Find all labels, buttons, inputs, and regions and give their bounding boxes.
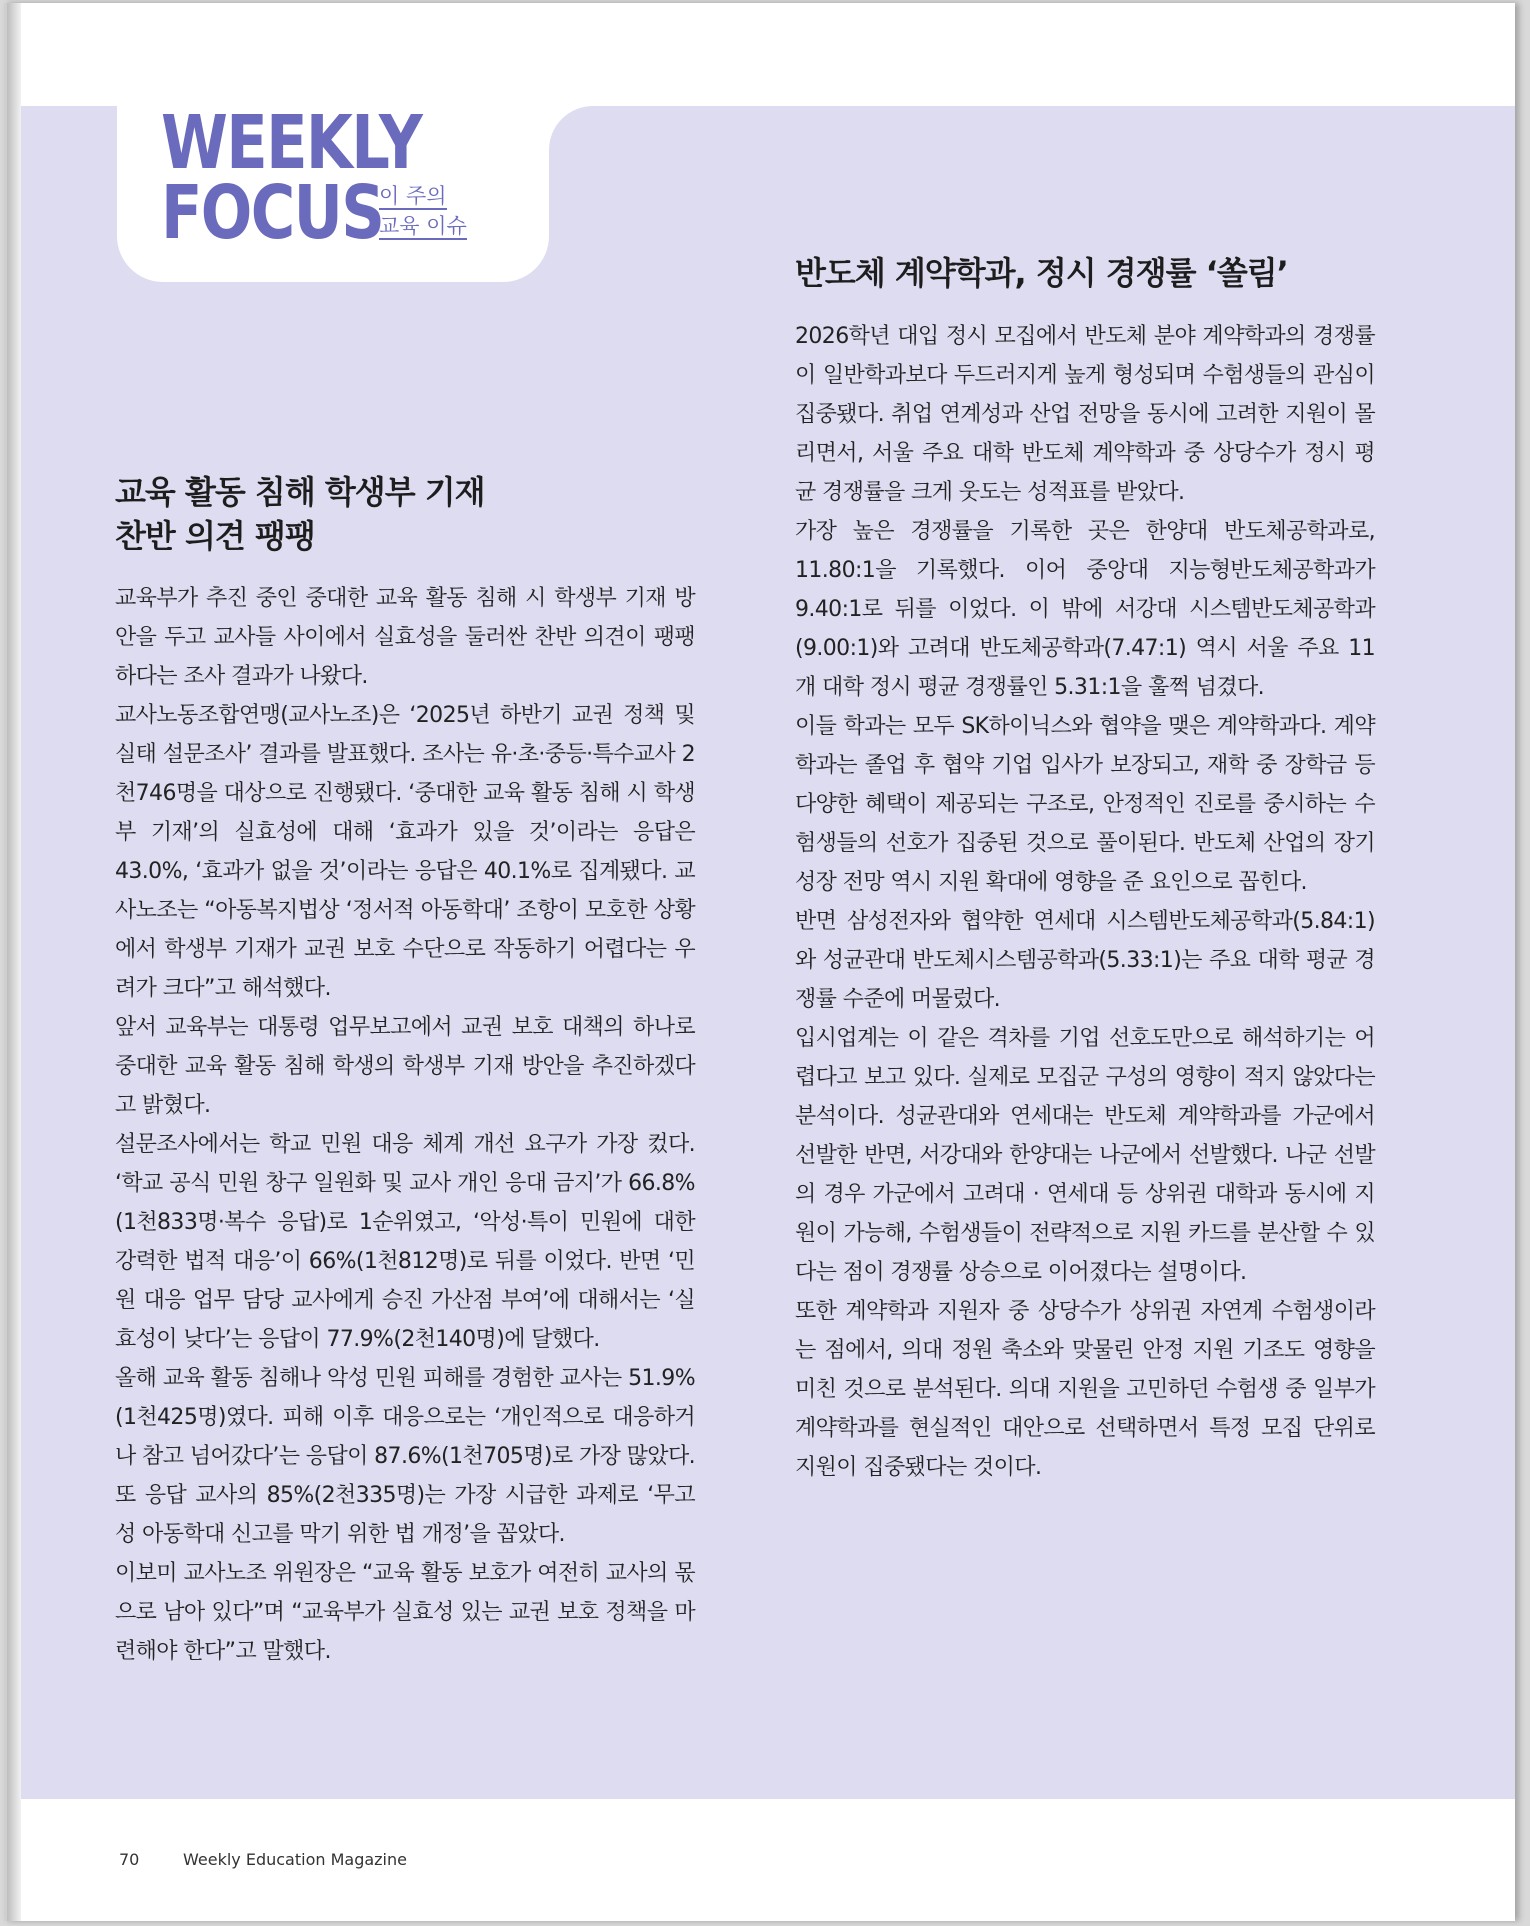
magazine-page [4, 3, 1515, 1921]
weekly-focus-banner [117, 100, 549, 282]
left-paragraph: 교사노동조합연맹(교사노조)은 ‘2025년 하반기 교권 정책 및 실태 설문조사’ 결과를 발표했다. 조사는 유·초·중등·특수교사 2천746명을 대상으로 진행됐다. ‘중대한 교육 활동 침해 시 학생부 기재’의 실효성에 대해 ‘효과가 있을 것’이라는 응답은 43.0%, ‘효과가 없을 것’이라는 응답은 40.1%로 집계됐다. 교사노조는 “아동복지법상 ‘정서적 아동학대’ 조항이 모호한 상황에서 학생부 기재가 교권 보호 수단으로 작동하기 어렵다는 우려가 크다”고 해석했다. [115, 703, 695, 1001]
right-paragraph: 반면 삼성전자와 협약한 연세대 시스템반도체공학과(5.84:1)와 성균관대 반도체시스템공학과(5.33:1)는 주요 대학 평균 경쟁률 수준에 머물렀다. [795, 909, 1375, 1012]
left-paragraph: 앞서 교육부는 대통령 업무보고에서 교권 보호 대책의 하나로 중대한 교육 활동 침해 학생의 학생부 기재 방안을 추진하겠다고 밝혔다. [115, 1015, 695, 1118]
logo-focus: FOCUS [161, 170, 384, 256]
left-headline-line2: 찬반 의견 팽팽 [115, 517, 315, 555]
banner-corner-curve [549, 106, 593, 150]
left-paragraph: 설문조사에서는 학교 민원 대응 체계 개선 요구가 가장 컸다. ‘학교 공식 민원 창구 일원화 및 교사 개인 응대 금지’가 66.8%(1천833명·복수 응답)로 1순위였고, ‘악성·특이 민원에 대한 강력한 법적 대응’이 66%(1천812명)로 뒤를 이었다. 반면 ‘민원 대응 업무 담당 교사에게 승진 가산점 부여’에 대해서는 ‘실효성이 낮다’는 응답이 77.9%(2천140명)에 달했다. [115, 1132, 695, 1352]
right-paragraph: 가장 높은 경쟁률을 기록한 곳은 한양대 반도체공학과로, 11.80:1을 기록했다. 이어 중앙대 지능형반도체공학과가 9.40:1로 뒤를 이었다. 이 밖에 서강대 시스템반도체공학과(9.00:1)와 고려대 반도체공학과(7.47:1) 역시 서울 주요 11개 대학 정시 평균 경쟁률인 5.31:1을 훌쩍 넘겼다. [795, 519, 1375, 700]
left-headline-line1: 교육 활동 침해 학생부 기재 [115, 473, 485, 511]
left-article-body [115, 579, 695, 1671]
page-number: 70 [119, 1850, 140, 1869]
right-paragraph: 이들 학과는 모두 SK하이닉스와 협약을 맺은 계약학과다. 계약학과는 졸업 후 협약 기업 입사가 보장되고, 재학 중 장학금 등 다양한 혜택이 제공되는 구조로, 안정적인 진로를 중시하는 수험생들의 선호가 집중된 것으로 풀이된다. 반도체 산업의 장기 성장 전망 역시 지원 확대에 영향을 준 요인으로 꼽힌다. [795, 714, 1375, 895]
left-paragraph: 올해 교육 활동 침해나 악성 민원 피해를 경험한 교사는 51.9%(1천425명)였다. 피해 이후 대응으로는 ‘개인적으로 대응하거나 참고 넘어갔다’는 응답이 87.6%(1천705명)로 가장 많았다. 또 응답 교사의 85%(2천335명)는 가장 시급한 과제로 ‘무고성 아동학대 신고를 막기 위한 법 개정’을 꼽았다. [115, 1366, 695, 1547]
left-paragraph: 이보미 교사노조 위원장은 “교육 활동 보호가 여전히 교사의 몫으로 남아 있다”며 “교육부가 실효성 있는 교권 보호 정책을 마련해야 한다”고 말했다. [115, 1561, 695, 1664]
right-paragraph: 2026학년 대입 정시 모집에서 반도체 분야 계약학과의 경쟁률이 일반학과보다 두드러지게 높게 형성되며 수험생들의 관심이 집중됐다. 취업 연계성과 산업 전망을 동시에 고려한 지원이 몰리면서, 서울 주요 대학 반도체 계약학과 중 상당수가 정시 평균 경쟁률을 크게 웃도는 성적표를 받았다. [795, 324, 1375, 505]
magazine-name: Weekly Education Magazine [183, 1850, 407, 1869]
right-article-body [795, 317, 1375, 1487]
banner-subtitle-line1: 이 주의 [379, 184, 447, 210]
banner-subtitle-line2: 교육 이슈 [379, 214, 467, 240]
right-paragraph: 입시업계는 이 같은 격차를 기업 선호도만으로 해석하기는 어렵다고 보고 있다. 실제로 모집군 구성의 영향이 적지 않았다는 분석이다. 성균관대와 연세대는 반도체 계약학과를 가군에서 선발한 반면, 서강대와 한양대는 나군에서 선발했다. 나군 선발의 경우 가군에서 고려대 · 연세대 등 상위권 대학과 동시에 지원이 가능해, 수험생들이 전략적으로 지원 카드를 분산할 수 있다는 점이 경쟁률 상승으로 이어졌다는 설명이다. [795, 1026, 1375, 1285]
left-paragraph: 교육부가 추진 중인 중대한 교육 활동 침해 시 학생부 기재 방안을 두고 교사들 사이에서 실효성을 둘러싼 찬반 의견이 팽팽하다는 조사 결과가 나왔다. [115, 586, 695, 689]
page-spine-shadow [7, 3, 21, 1921]
right-article-headline: 반도체 계약학과, 정시 경쟁률 ‘쏠림’ [795, 254, 1288, 292]
left-article-headline [115, 470, 715, 558]
right-paragraph: 또한 계약학과 지원자 중 상당수가 상위권 자연계 수험생이라는 점에서, 의대 정원 축소와 맞물린 안정 지원 기조도 영향을 미친 것으로 분석된다. 의대 지원을 고민하던 수험생 중 일부가 계약학과를 현실적인 대안으로 선택하면서 특정 모집 단위로 지원이 집중됐다는 것이다. [795, 1299, 1375, 1480]
logo-weekly: WEEKLY [161, 100, 422, 186]
